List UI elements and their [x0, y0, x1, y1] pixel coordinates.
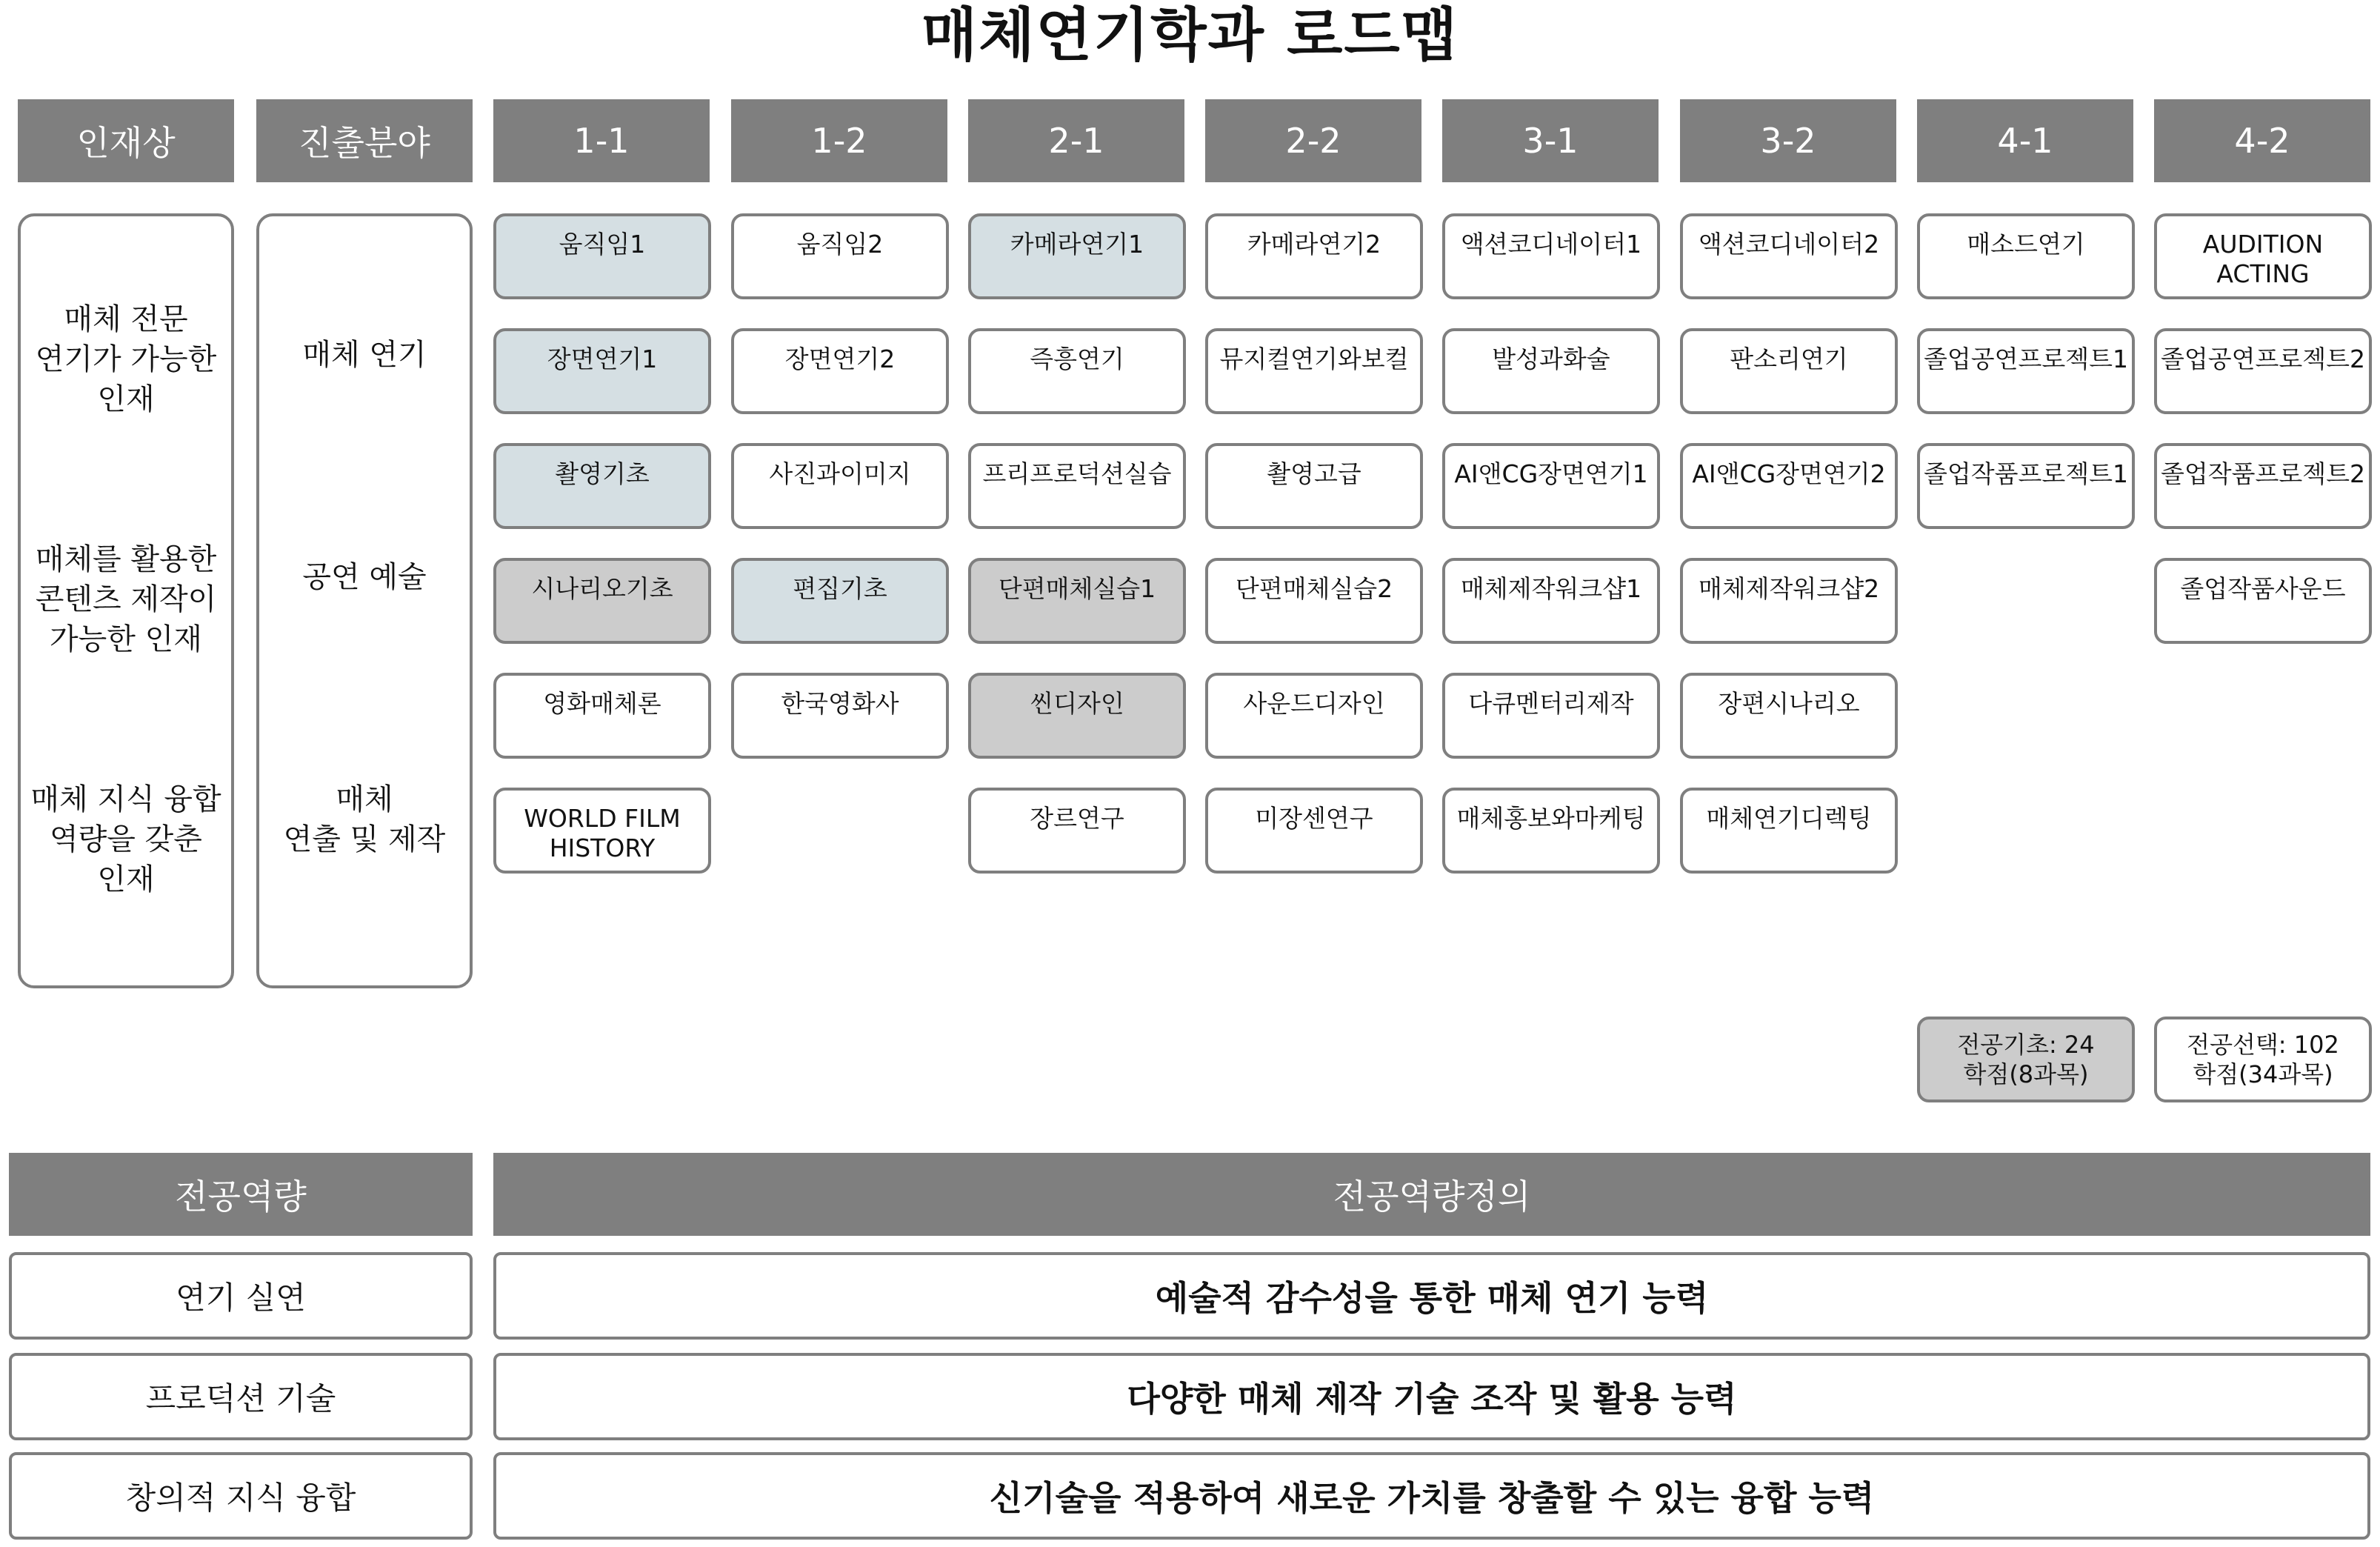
course-box: AUDITION ACTING [2154, 213, 2372, 299]
course-box: 다큐멘터리제작 [1442, 673, 1660, 759]
course-box: 편집기초 [731, 558, 949, 644]
course-box: 미장센연구 [1205, 788, 1423, 874]
course-box: 프리프로덕션실습 [968, 443, 1186, 529]
course-box: 카메라연기1 [968, 213, 1186, 299]
course-box: 졸업공연프로젝트1 [1917, 328, 2135, 414]
course-box: 졸업작품사운드 [2154, 558, 2372, 644]
legend-major-elective: 전공선택: 102 학점(34과목) [2154, 1017, 2372, 1102]
course-box: 촬영고급 [1205, 443, 1423, 529]
page-title: 매체연기학과 로드맵 [921, 2, 1459, 69]
course-box: 매체제작워크샵2 [1680, 558, 1898, 644]
course-box: 매체홍보와마케팅 [1442, 788, 1660, 874]
header-semester-4-2: 4-2 [2154, 99, 2370, 182]
competency-row [9, 1452, 473, 1540]
competency-row [493, 1452, 2370, 1540]
course-box: 한국영화사 [731, 673, 949, 759]
course-box: 장면연기1 [493, 328, 711, 414]
course-box: 단편매체실습1 [968, 558, 1186, 644]
competency-row [493, 1353, 2370, 1440]
course-box: 액션코디네이터1 [1442, 213, 1660, 299]
course-box: 매체제작워크샵1 [1442, 558, 1660, 644]
competency-row [9, 1353, 473, 1440]
course-box: AI앤CG장면연기2 [1680, 443, 1898, 529]
career-item: 매체 연기 [302, 338, 427, 372]
course-box: 뮤지컬연기와보컬 [1205, 328, 1423, 414]
course-box: WORLD FILM HISTORY [493, 788, 711, 874]
course-box: 졸업공연프로젝트2 [2154, 328, 2372, 414]
course-box: 발성과화술 [1442, 328, 1660, 414]
competency-definition: 예술적 감수성을 통한 매체 연기 능력 [1155, 1278, 1709, 1318]
talent-item: 매체 지식 융합 역량을 갖춘 인재 [30, 782, 221, 896]
header-semester-1-1: 1-1 [493, 99, 710, 182]
header-career: 진출분야 [256, 99, 473, 182]
competency-name: 연기 실연 [176, 1280, 306, 1316]
career-item: 매체 연출 및 제작 [283, 782, 446, 856]
course-box: 액션코디네이터2 [1680, 213, 1898, 299]
course-box: 졸업작품프로젝트2 [2154, 443, 2372, 529]
course-box: 장편시나리오 [1680, 673, 1898, 759]
competency-definition: 신기술을 적용하여 새로운 가치를 창출할 수 있는 융합 능력 [989, 1478, 1875, 1518]
competency-row [493, 1252, 2370, 1340]
course-box: 사진과이미지 [731, 443, 949, 529]
talent-item: 매체를 활용한 콘텐츠 제작이 가능한 인재 [35, 542, 217, 656]
course-box: 카메라연기2 [1205, 213, 1423, 299]
course-box: 영화매체론 [493, 673, 711, 759]
course-box: 촬영기초 [493, 443, 711, 529]
course-box: 단편매체실습2 [1205, 558, 1423, 644]
course-box: 졸업작품프로젝트1 [1917, 443, 2135, 529]
competency-header: 전공역량 [9, 1153, 473, 1236]
header-semester-4-1: 4-1 [1917, 99, 2133, 182]
course-box: 매소드연기 [1917, 213, 2135, 299]
legend-major-basic: 전공기초: 24 학점(8과목) [1917, 1017, 2135, 1102]
header-semester-2-2: 2-2 [1205, 99, 1421, 182]
career-item: 공연 예술 [302, 560, 427, 594]
career-panel [256, 213, 473, 988]
course-box: 즉흥연기 [968, 328, 1186, 414]
course-box: 움직임2 [731, 213, 949, 299]
course-box: 움직임1 [493, 213, 711, 299]
competency-row [9, 1252, 473, 1340]
course-box: 사운드디자인 [1205, 673, 1423, 759]
competency-name: 프로덕션 기술 [145, 1380, 336, 1417]
course-box: AI앤CG장면연기1 [1442, 443, 1660, 529]
course-box: 매체연기디렉팅 [1680, 788, 1898, 874]
header-semester-3-2: 3-2 [1680, 99, 1896, 182]
course-box: 장면연기2 [731, 328, 949, 414]
header-talent: 인재상 [18, 99, 234, 182]
talent-panel [18, 213, 234, 988]
header-semester-1-2: 1-2 [731, 99, 947, 182]
course-box: 판소리연기 [1680, 328, 1898, 414]
header-semester-3-1: 3-1 [1442, 99, 1659, 182]
course-box: 시나리오기초 [493, 558, 711, 644]
header-semester-2-1: 2-1 [968, 99, 1184, 182]
talent-item: 매체 전문 연기가 가능한 인재 [35, 302, 217, 416]
competency-definition: 다양한 매체 제작 기술 조작 및 활용 능력 [1127, 1379, 1737, 1419]
course-box: 씬디자인 [968, 673, 1186, 759]
competency-definition-header: 전공역량정의 [493, 1153, 2370, 1236]
competency-name: 창의적 지식 융합 [125, 1480, 356, 1516]
course-box: 장르연구 [968, 788, 1186, 874]
